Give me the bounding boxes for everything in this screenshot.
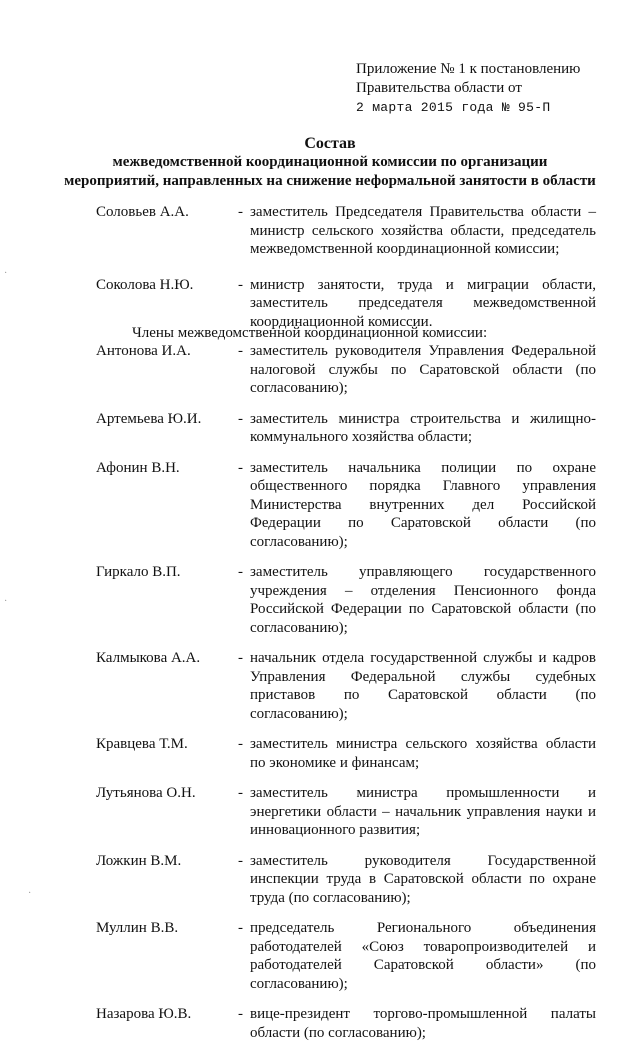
appendix-note (356, 60, 616, 117)
person-role: - заместитель Председателя Правительства области – министр сельского хозяйства области, председатель межведомственной координационной комиссии; (238, 203, 596, 259)
list-item (96, 735, 596, 772)
members-heading: Члены межведомственной координационной комиссии: (132, 325, 488, 341)
list-item (96, 276, 596, 332)
person-role: - председатель Регионального объединения работодателей «Союз товаропроизводителей и работодателей Саратовской области» (по согласованию); (238, 919, 596, 993)
scan-speck: · (4, 596, 8, 607)
person-name: Ложкин В.М. (96, 852, 182, 869)
person-role: - заместитель министра сельского хозяйства области по экономике и финансам; (238, 735, 596, 772)
person-name: Гиркало В.П. (96, 564, 181, 580)
title-line-2: мероприятий, направленных на снижение неформальной занятости в области (64, 173, 596, 189)
person-role: - начальник отдела государственной службы и кадров Управления Федеральной службы судебных приставов по Саратовской области (по согласованию); (238, 649, 596, 723)
person-name: Соловьев А.А. (96, 204, 189, 220)
list-item (96, 563, 596, 637)
appendix-line-1: Приложение № 1 к постановлению (356, 61, 581, 77)
person-name: Калмыкова А.А. (96, 650, 201, 666)
person-role: - заместитель министра промышленности и энергетики области – начальник управления науки и инновационного развития; (238, 784, 596, 840)
appendix-line-2: Правительства области от (356, 80, 522, 96)
person-role: - вице-президент торгово-промышленной палаты области (по согласованию); (238, 1005, 596, 1042)
person-name: Муллин В.В. (96, 920, 179, 936)
person-name: Соколова Н.Ю. (96, 276, 194, 293)
person-role: - заместитель управляющего государственного учреждения – отделения Пенсионного фонда Российской Федерации по Саратовской области (по согласованию); (238, 563, 596, 637)
appendix-date-stamp: 2 марта 2015 года № 95-П (356, 100, 551, 115)
person-role: - заместитель начальника полиции по охране общественного порядка Главного управления Министерства внутренних дел Российской Федерации по Саратовской области (по согласованию); (238, 459, 596, 552)
list-item (96, 203, 596, 259)
scan-speck: · (28, 888, 32, 899)
person-name: Антонова И.А. (96, 343, 191, 359)
list-item (96, 852, 596, 908)
list-item (96, 919, 596, 993)
person-name: Афонин В.Н. (96, 459, 180, 476)
title-heading: Состав (304, 135, 356, 152)
title-line-1: межведомственной координационной комиссии по организации (112, 154, 548, 170)
list-item (96, 410, 596, 447)
leaders-list (96, 203, 596, 331)
list-item (96, 784, 596, 840)
person-role: - заместитель руководителя Государственной инспекции труда в Саратовской области по охране труда (по согласованию); (238, 852, 596, 908)
person-role: - заместитель руководителя Управления Федеральной налоговой службы по Саратовской области (по согласованию); (238, 342, 596, 398)
list-item (96, 649, 596, 723)
person-role: - заместитель министра строительства и жилищно-коммунального хозяйства области; (238, 410, 596, 447)
person-name: Артемьева Ю.И. (96, 410, 202, 427)
members-list (96, 342, 596, 1042)
person-name: Кравцева Т.М. (96, 736, 188, 752)
person-role: - министр занятости, труда и миграции области, заместитель председателя межведомственной координационной комиссии. (238, 276, 596, 332)
person-name: Лутьянова О.Н. (96, 785, 196, 801)
list-item (96, 1005, 596, 1042)
list-item (96, 342, 596, 398)
list-item (96, 459, 596, 552)
document-title (60, 134, 600, 191)
scan-speck: · (4, 268, 8, 279)
person-name: Назарова Ю.В. (96, 1006, 192, 1022)
